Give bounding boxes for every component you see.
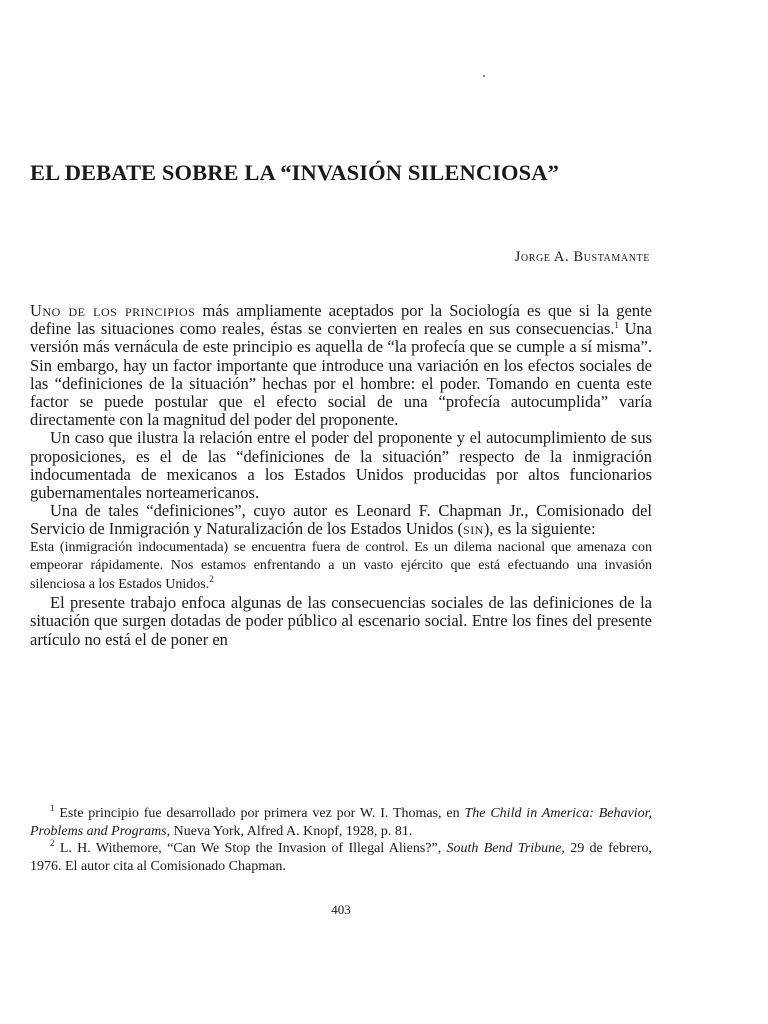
footnote-1-mark: 1 <box>50 803 55 813</box>
block-quote <box>30 539 652 595</box>
footnote-1-text: Este principio fue desarrollado por primera vez por W. I. Thomas, en <box>54 806 465 821</box>
article-body <box>30 302 652 649</box>
paragraph-4: El presente trabajo enfoca algunas de las consecuencias sociales de las definiciones de la situación que surgen dotadas de poder público al escenario social. Entre los fines del presente artículo no está el de poner en <box>30 593 652 649</box>
footnote-2 <box>30 840 652 875</box>
paragraph-3-end: ), es la siguiente: <box>483 519 596 539</box>
paragraph-1 <box>30 302 652 429</box>
scan-speck <box>483 75 485 77</box>
footnotes <box>30 805 652 875</box>
footnote-1-end: Nueva York, Alfred A. Knopf, 1928, p. 81. <box>170 823 413 839</box>
article-title: EL DEBATE SOBRE LA “INVASIÓN SILENCIOSA” <box>30 160 559 185</box>
agency-abbreviation: sin <box>463 519 484 539</box>
footnote-1-work-title: The Child in America: Behavior, Problems and Programs, <box>30 806 653 839</box>
article-author: Jorge A. Bustamante <box>514 249 650 265</box>
footnote-2-text: L. H. Withemore, “Can We Stop the Invasion of Illegal Aliens?”, <box>54 841 447 856</box>
footnote-2-mark: 2 <box>50 838 55 848</box>
footnote-2-end: 29 de febrero, 1976. El autor cita al Comisionado Chapman. <box>30 841 652 874</box>
paragraph-2: Un caso que ilustra la relación entre el poder del proponente y el autocumplimiento de sus proposiciones, es el de las “definiciones de la situación” respecto de la inmigración indocumentada de mexicanos a los Estados Unidos producidas por altos funcionarios gubernamentales norteamericanos. <box>30 428 652 503</box>
paragraph-3-text: Una de tales “definiciones”, cuyo autor es Leonard F. Chapman Jr., Comisionado del Servicio de Inmigración y Naturalización de los Estados Unidos ( <box>30 501 652 539</box>
page-number: 403 <box>331 902 351 917</box>
paragraph-1-text: más ampliamente aceptados por la Sociología es que si la gente define las situaciones como reales, éstas se convierten en reales en sus consecuencias. <box>30 301 652 339</box>
footnote-ref-2[interactable]: 2 <box>209 573 214 584</box>
opening-small-caps: Uno de los principios <box>30 301 196 320</box>
footnote-ref-1[interactable]: 1 <box>614 320 619 331</box>
paragraph-3 <box>30 502 652 538</box>
block-quote-text: Esta (inmigración indocumentada) se encuentra fuera de control. Es un dilema nacional que amenaza con empeorar rápidamente. Nos estamos enfrentando a un vasto ejército que está efectuando una invasión silenciosa a los Estados Unidos. <box>30 539 652 592</box>
paragraph-1-text-cont: Una versión más vernácula de este principio es aquella de “la profecía que se cumple a sí misma”. Sin embargo, hay un factor importante que introduce una variación en los efectos sociales de las “definiciones de la situación” hechas por el hombre: el poder. Tomando en cuenta este factor se puede postular que el efecto social de una “profecía autocumplida” varía directamente con la magnitud del poder del proponente. <box>30 319 652 430</box>
footnote-1 <box>30 805 652 840</box>
footnote-2-work-title: South Bend Tribune, <box>446 841 565 856</box>
